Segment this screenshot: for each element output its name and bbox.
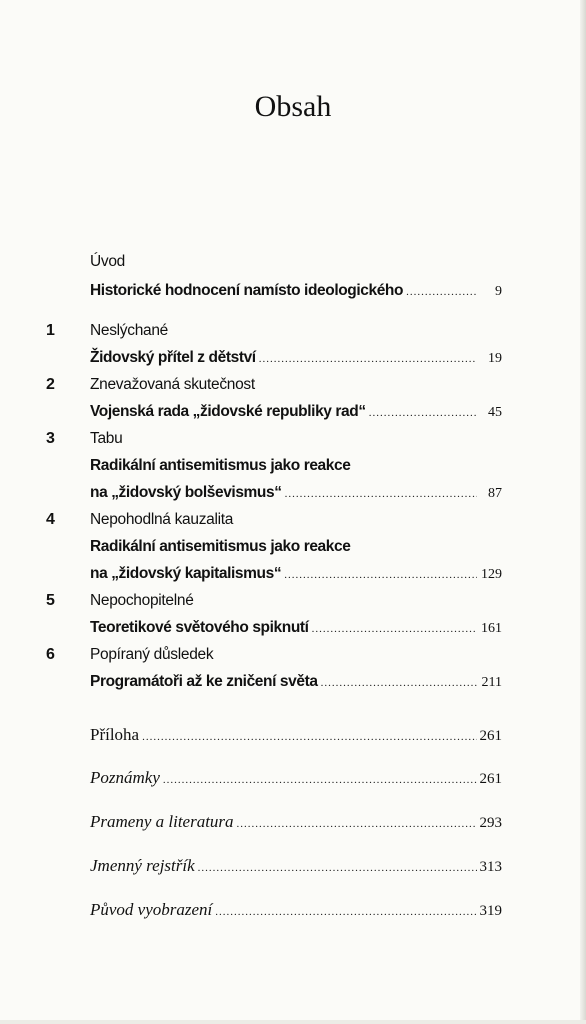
chapter-subtitle-line xyxy=(90,428,502,450)
chapter-heading: Teoretikové světového spiknutí xyxy=(90,619,309,636)
dot-leader xyxy=(259,348,477,370)
chapter-heading-line[interactable] xyxy=(90,536,502,558)
dot-leader xyxy=(285,483,477,505)
dot-leader xyxy=(321,672,477,694)
chapter-subtitle-line xyxy=(90,320,502,342)
chapter-page-number: 161 xyxy=(481,621,502,636)
chapter-heading: Programátoři až ke zničení světa xyxy=(90,673,318,690)
chapter-page-number: 45 xyxy=(488,405,502,420)
dot-leader xyxy=(406,281,477,303)
chapter-subtitle: Popíraný důsledek xyxy=(90,646,214,663)
intro-page-number: 9 xyxy=(495,284,502,299)
appendix-entry[interactable] xyxy=(90,724,502,746)
appendix-entry[interactable] xyxy=(90,767,502,789)
appendix-entry[interactable] xyxy=(90,811,502,833)
dot-leader xyxy=(369,402,477,424)
appendix-page-number: 319 xyxy=(479,903,502,919)
chapter-subtitle: Nepochopitelné xyxy=(90,592,194,609)
page-title: Obsah xyxy=(254,90,332,123)
chapter-heading: Radikální antisemitismus jako reakce xyxy=(90,538,351,555)
chapter-heading-line[interactable] xyxy=(90,563,502,585)
appendix-page-number: 313 xyxy=(479,859,502,875)
appendix-page-number: 261 xyxy=(479,771,502,787)
chapter-heading: Radikální antisemitismus jako reakce xyxy=(90,457,351,474)
chapter-heading: Židovský přítel z dětství xyxy=(90,349,256,366)
dot-leader xyxy=(312,618,477,640)
chapter-heading-line[interactable] xyxy=(90,617,502,639)
chapter-heading: Vojenská rada „židovské republiky rad“ xyxy=(90,403,366,420)
chapter-heading: na „židovský kapitalismus“ xyxy=(90,565,282,582)
chapter-heading-line[interactable] xyxy=(90,482,502,504)
appendix-label: Původ vyobrazení xyxy=(90,900,213,919)
dot-leader xyxy=(163,769,477,791)
intro-heading-line[interactable] xyxy=(90,280,502,302)
chapter-number: 3 xyxy=(46,430,55,447)
chapter-number: 4 xyxy=(46,511,55,528)
chapter-subtitle: Nepohodlná kauzalita xyxy=(90,511,234,528)
chapter-heading-line[interactable] xyxy=(90,401,502,423)
chapter-page-number: 19 xyxy=(488,351,502,366)
chapter-heading-line[interactable] xyxy=(90,671,502,693)
appendix-page-number: 261 xyxy=(479,728,502,744)
chapter-subtitle-line xyxy=(90,509,502,531)
chapter-subtitle-line xyxy=(90,644,502,666)
dot-leader xyxy=(198,857,477,879)
page-edge xyxy=(0,1020,586,1024)
chapter-page-number: 211 xyxy=(481,675,502,690)
chapter-page-number: 87 xyxy=(488,486,502,501)
dot-leader xyxy=(142,726,476,748)
appendix-entry[interactable] xyxy=(90,855,502,877)
page-edge xyxy=(580,0,586,1024)
chapter-subtitle-line xyxy=(90,590,502,612)
appendix-entry[interactable] xyxy=(90,899,502,921)
appendix-label: Prameny a literatura xyxy=(90,812,234,831)
dot-leader xyxy=(215,901,476,923)
appendix-label: Jmenný rejstřík xyxy=(90,856,195,875)
chapter-heading-line[interactable] xyxy=(90,455,502,477)
chapter-subtitle: Neslýchané xyxy=(90,322,168,339)
dot-leader xyxy=(284,564,477,586)
appendix-label: Příloha xyxy=(90,725,140,744)
chapter-number: 6 xyxy=(46,646,55,663)
chapter-number: 2 xyxy=(46,376,55,393)
intro-heading: Historické hodnocení namísto ideologického xyxy=(90,282,404,299)
chapter-subtitle-line xyxy=(90,374,502,396)
chapter-number: 1 xyxy=(46,322,55,339)
chapter-subtitle: Tabu xyxy=(90,430,123,447)
chapter-subtitle: Znevažovaná skutečnost xyxy=(90,376,255,393)
appendix-page-number: 293 xyxy=(479,815,502,831)
intro-label-line xyxy=(90,251,502,273)
chapter-number: 5 xyxy=(46,592,55,609)
appendix-label: Poznámky xyxy=(90,768,160,787)
intro-label: Úvod xyxy=(90,253,125,270)
chapter-heading: na „židovský bolševismus“ xyxy=(90,484,282,501)
chapter-heading-line[interactable] xyxy=(90,347,502,369)
dot-leader xyxy=(237,813,477,835)
chapter-page-number: 129 xyxy=(481,567,502,582)
